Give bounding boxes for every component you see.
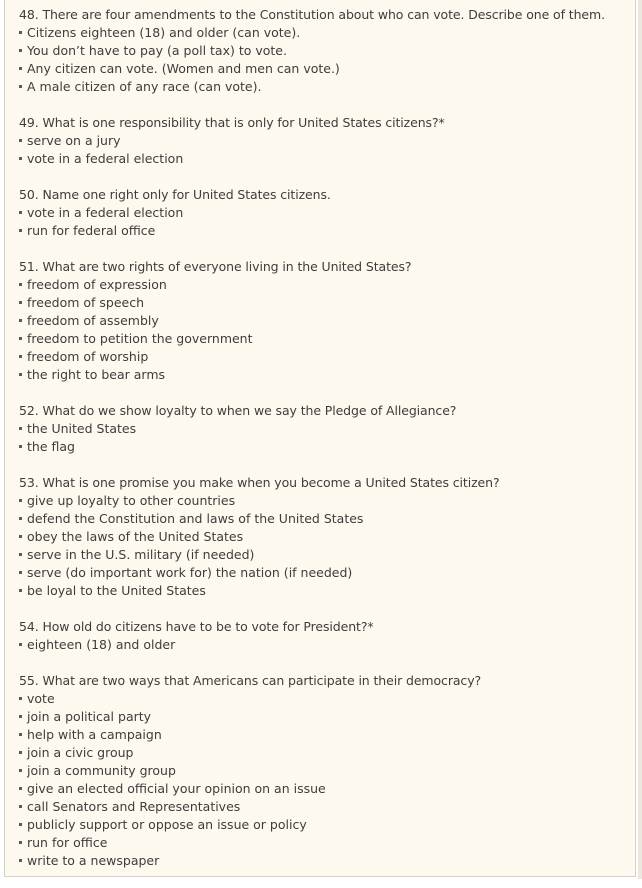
answer-item: [19, 690, 631, 708]
question-text: 49. What is one responsibility that is only for United States citizens?*: [19, 115, 445, 130]
answer-text: serve on a jury: [27, 133, 121, 148]
bullet-icon: [19, 751, 22, 754]
answer-text: give an elected official your opinion on an issue: [27, 781, 326, 796]
answer-text: freedom of expression: [27, 277, 167, 292]
answer-item: [19, 798, 631, 816]
bullet-icon: [19, 571, 22, 574]
answer-item: [19, 78, 631, 96]
content-panel: [4, 0, 636, 877]
bullet-icon: [19, 139, 22, 142]
answer-text: run for federal office: [27, 223, 156, 238]
answer-item: [19, 348, 631, 366]
bullet-icon: [19, 841, 22, 844]
question-block: [19, 474, 631, 600]
answer-list: [19, 690, 631, 870]
bullet-icon: [19, 283, 22, 286]
bullet-icon: [19, 535, 22, 538]
answer-text: publicly support or oppose an issue or policy: [27, 817, 307, 832]
question-block: [19, 6, 631, 96]
answer-text: freedom of worship: [27, 349, 149, 364]
answer-text: the United States: [27, 421, 137, 436]
answer-item: [19, 510, 631, 528]
answer-text: You don’t have to pay (a poll tax) to vote.: [27, 43, 287, 58]
answer-item: [19, 744, 631, 762]
question-text: 50. Name one right only for United States citizens.: [19, 187, 331, 202]
answer-list: [19, 276, 631, 384]
answer-item: [19, 816, 631, 834]
question-block: [19, 402, 631, 456]
answer-text: run for office: [27, 835, 108, 850]
answer-item: [19, 294, 631, 312]
answer-item: [19, 546, 631, 564]
bullet-icon: [19, 805, 22, 808]
answer-text: freedom of speech: [27, 295, 145, 310]
answer-text: the flag: [27, 439, 75, 454]
answer-item: [19, 852, 631, 870]
question-text: 51. What are two rights of everyone living in the United States?: [19, 259, 412, 274]
question-text: 54. How old do citizens have to be to vote for President?*: [19, 619, 374, 634]
bullet-icon: [19, 301, 22, 304]
answer-text: freedom of assembly: [27, 313, 159, 328]
answer-item: [19, 780, 631, 798]
answer-text: vote in a federal election: [27, 151, 184, 166]
answer-text: write to a newspaper: [27, 853, 160, 868]
question-block: [19, 186, 631, 240]
answer-text: vote in a federal election: [27, 205, 184, 220]
answer-item: [19, 564, 631, 582]
answer-item: [19, 708, 631, 726]
bullet-icon: [19, 31, 22, 34]
bullet-icon: [19, 157, 22, 160]
answer-item: [19, 132, 631, 150]
answer-list: [19, 204, 631, 240]
question-text: 52. What do we show loyalty to when we say the Pledge of Allegiance?: [19, 403, 457, 418]
answer-item: [19, 636, 631, 654]
question-block: [19, 618, 631, 654]
answer-item: [19, 726, 631, 744]
answer-text: Any citizen can vote. (Women and men can vote.): [27, 61, 340, 76]
answer-item: [19, 528, 631, 546]
bullet-icon: [19, 319, 22, 322]
question-text: 53. What is one promise you make when you become a United States citizen?: [19, 475, 500, 490]
answer-item: [19, 762, 631, 780]
answer-text: join a civic group: [27, 745, 134, 760]
question-block: [19, 258, 631, 384]
question-text: 48. There are four amendments to the Constitution about who can vote. Describe one of them.: [19, 7, 605, 22]
bullet-icon: [19, 211, 22, 214]
bullet-icon: [19, 49, 22, 52]
bullet-icon: [19, 337, 22, 340]
answer-item: [19, 24, 631, 42]
bullet-icon: [19, 643, 22, 646]
answer-item: [19, 366, 631, 384]
bullet-icon: [19, 769, 22, 772]
bullet-icon: [19, 589, 22, 592]
answer-text: join a political party: [27, 709, 152, 724]
bullet-icon: [19, 715, 22, 718]
answer-text: serve (do important work for) the nation (if needed): [27, 565, 353, 580]
bullet-icon: [19, 85, 22, 88]
bullet-icon: [19, 517, 22, 520]
bullet-icon: [19, 499, 22, 502]
answer-list: [19, 24, 631, 96]
answer-item: [19, 312, 631, 330]
bullet-icon: [19, 229, 22, 232]
answer-list: [19, 636, 631, 654]
answer-item: [19, 276, 631, 294]
answer-text: vote: [27, 691, 55, 706]
answer-text: join a community group: [27, 763, 176, 778]
answer-text: eighteen (18) and older: [27, 637, 176, 652]
bullet-icon: [19, 373, 22, 376]
bullet-icon: [19, 787, 22, 790]
answer-item: [19, 204, 631, 222]
answer-text: A male citizen of any race (can vote).: [27, 79, 262, 94]
answer-item: [19, 834, 631, 852]
answer-list: [19, 492, 631, 600]
answer-item: [19, 492, 631, 510]
answer-text: serve in the U.S. military (if needed): [27, 547, 255, 562]
bullet-icon: [19, 427, 22, 430]
question-text: 55. What are two ways that Americans can participate in their democracy?: [19, 673, 482, 688]
answer-text: call Senators and Representatives: [27, 799, 241, 814]
answer-text: help with a campaign: [27, 727, 162, 742]
answer-text: give up loyalty to other countries: [27, 493, 236, 508]
answer-text: the right to bear arms: [27, 367, 166, 382]
answer-item: [19, 438, 631, 456]
answer-item: [19, 60, 631, 78]
civics-question-list: [19, 6, 631, 888]
answer-list: [19, 420, 631, 456]
bullet-icon: [19, 733, 22, 736]
answer-text: obey the laws of the United States: [27, 529, 244, 544]
answer-item: [19, 330, 631, 348]
answer-text: be loyal to the United States: [27, 583, 206, 598]
bullet-icon: [19, 823, 22, 826]
answer-text: Citizens eighteen (18) and older (can vote).: [27, 25, 301, 40]
answer-item: [19, 582, 631, 600]
bullet-icon: [19, 553, 22, 556]
answer-item: [19, 420, 631, 438]
answer-text: freedom to petition the government: [27, 331, 253, 346]
window-edge: [638, 0, 642, 879]
bullet-icon: [19, 67, 22, 70]
bullet-icon: [19, 445, 22, 448]
answer-text: defend the Constitution and laws of the United States: [27, 511, 364, 526]
answer-item: [19, 150, 631, 168]
answer-item: [19, 42, 631, 60]
question-block: [19, 114, 631, 168]
bullet-icon: [19, 355, 22, 358]
question-block: [19, 672, 631, 870]
answer-item: [19, 222, 631, 240]
answer-list: [19, 132, 631, 168]
bullet-icon: [19, 697, 22, 700]
bullet-icon: [19, 859, 22, 862]
